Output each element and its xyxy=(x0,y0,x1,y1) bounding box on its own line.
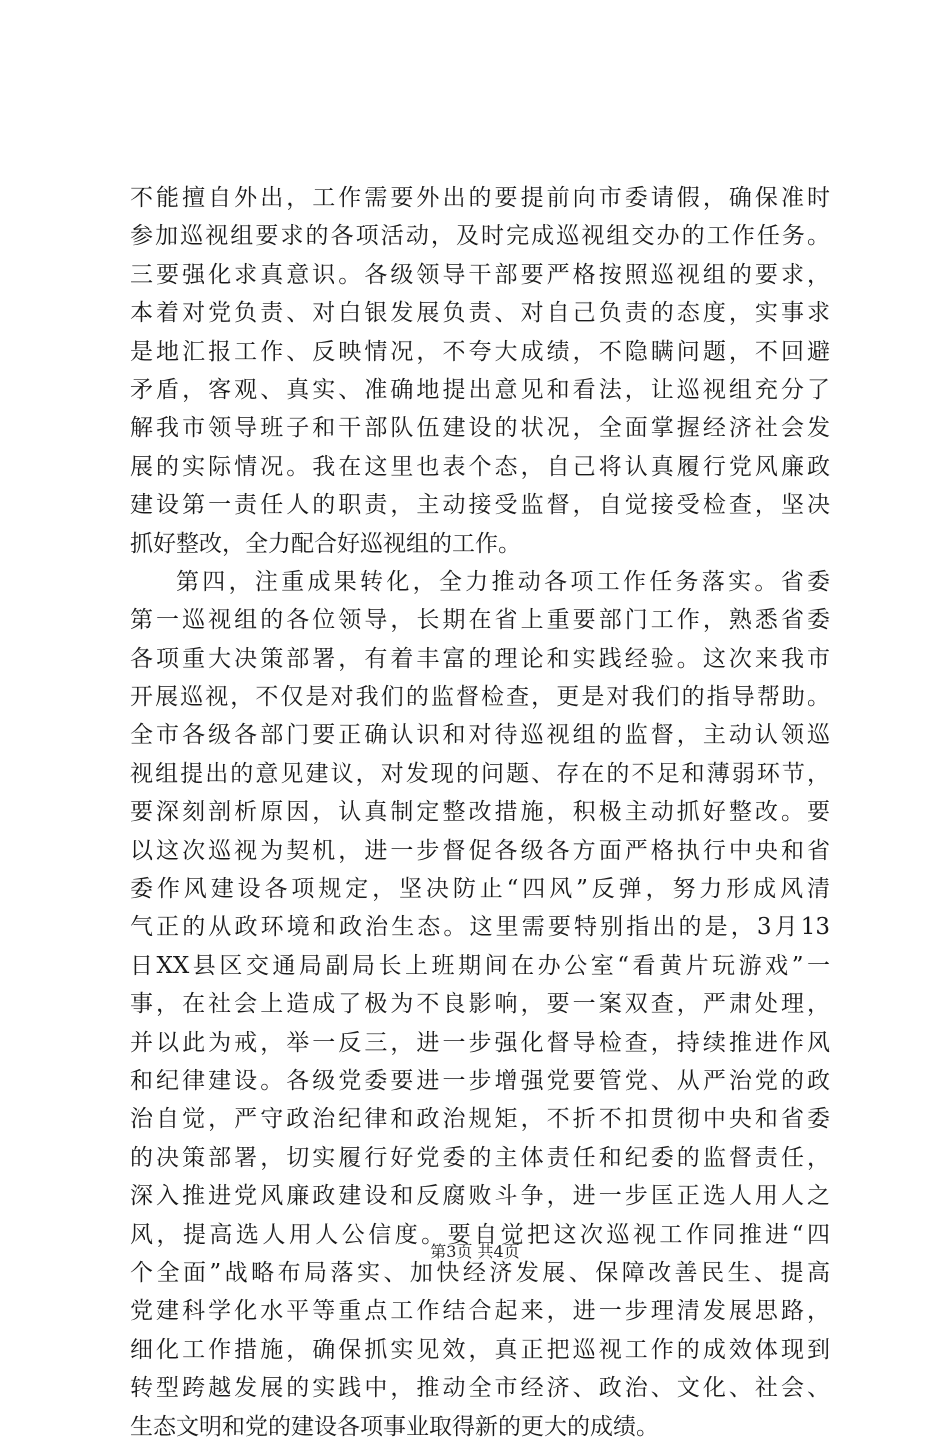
text-line: 气正的从政环境和政治生态。这里需要特别指出的是，3月13 xyxy=(130,914,830,941)
text-line: 解我市领导班子和干部队伍建设的状况，全面掌握经济社会发 xyxy=(130,415,830,442)
text-line: 并以此为戒，举一反三，进一步强化督导检查，持续推进作风 xyxy=(130,1029,830,1056)
text-line: 建设第一责任人的职责，主动接受监督，自觉接受检查，坚决 xyxy=(130,492,830,519)
text-line: 深入推进党风廉政建设和反腐败斗争，进一步匡正选人用人之 xyxy=(130,1183,830,1210)
text-line: 本着对党负责、对白银发展负责、对自己负责的态度，实事求 xyxy=(130,300,830,327)
text-line: 日XX县区交通局副局长上班期间在办公室“看黄片玩游戏”一 xyxy=(130,952,830,979)
text-line: 各项重大决策部署，有着丰富的理论和实践经验。这次来我市 xyxy=(130,645,830,672)
text-line: 个全面”战略布局落实、加快经济发展、保障改善民生、提高 xyxy=(130,1259,830,1286)
page-number: 第3页 共4页 xyxy=(430,1242,520,1261)
text-line: 要深刻剖析原因，认真制定整改措施，积极主动抓好整改。要 xyxy=(130,799,830,826)
text-line: 开展巡视，不仅是对我们的监督检查，更是对我们的指导帮助。 xyxy=(130,684,830,711)
text-line: 细化工作措施，确保抓实见效，真正把巡视工作的成效体现到 xyxy=(130,1336,830,1363)
paragraph-start-line: 第四，注重成果转化，全力推动各项工作任务落实。省委 xyxy=(176,568,830,595)
text-line: 是地汇报工作、反映情况，不夸大成绩，不隐瞒问题，不回避 xyxy=(130,338,830,365)
text-line: 参加巡视组要求的各项活动，及时完成巡视组交办的工作任务。 xyxy=(130,223,830,250)
text-line: 以这次巡视为契机，进一步督促各级各方面严格执行中央和省 xyxy=(130,837,830,864)
text-line: 和纪律建设。各级党委要进一步增强党要管党、从严治党的政 xyxy=(130,1067,830,1094)
text-line: 矛盾，客观、真实、准确地提出意见和看法，让巡视组充分了 xyxy=(130,376,830,403)
text-line: 的决策部署，切实履行好党委的主体责任和纪委的监督责任， xyxy=(130,1144,830,1171)
text-line: 委作风建设各项规定，坚决防止“四风”反弹，努力形成风清 xyxy=(130,876,830,903)
text-line: 治自觉，严守政治纪律和政治规矩，不折不扣贯彻中央和省委 xyxy=(130,1106,830,1133)
text-line: 全市各级各部门要正确认识和对待巡视组的监督，主动认领巡 xyxy=(130,722,830,749)
text-line: 党建科学化水平等重点工作结合起来，进一步理清发展思路， xyxy=(130,1298,830,1325)
text-line: 风，提高选人用人公信度。要自觉把这次巡视工作同推进“四 xyxy=(130,1221,830,1248)
text-line: 展的实际情况。我在这里也表个态，自己将认真履行党风廉政 xyxy=(130,453,830,480)
text-line: 转型跨越发展的实践中，推动全市经济、政治、文化、社会、 xyxy=(130,1375,830,1402)
paragraph-end-line: 生态文明和党的建设各项事业取得新的更大的成绩。 xyxy=(130,1413,659,1440)
text-line: 三要强化求真意识。各级领导干部要严格按照巡视组的要求， xyxy=(130,261,830,288)
text-line: 不能擅自外出，工作需要外出的要提前向市委请假，确保准时 xyxy=(130,185,830,211)
text-line: 第一巡视组的各位领导，长期在省上重要部门工作，熟悉省委 xyxy=(130,607,830,634)
text-line: 事，在社会上造成了极为不良影响，要一案双查，严肃处理， xyxy=(130,991,830,1018)
text-line: 视组提出的意见建议，对发现的问题、存在的不足和薄弱环节， xyxy=(130,760,830,787)
paragraph-end-line: 抓好整改，全力配合好巡视组的工作。 xyxy=(130,530,521,557)
